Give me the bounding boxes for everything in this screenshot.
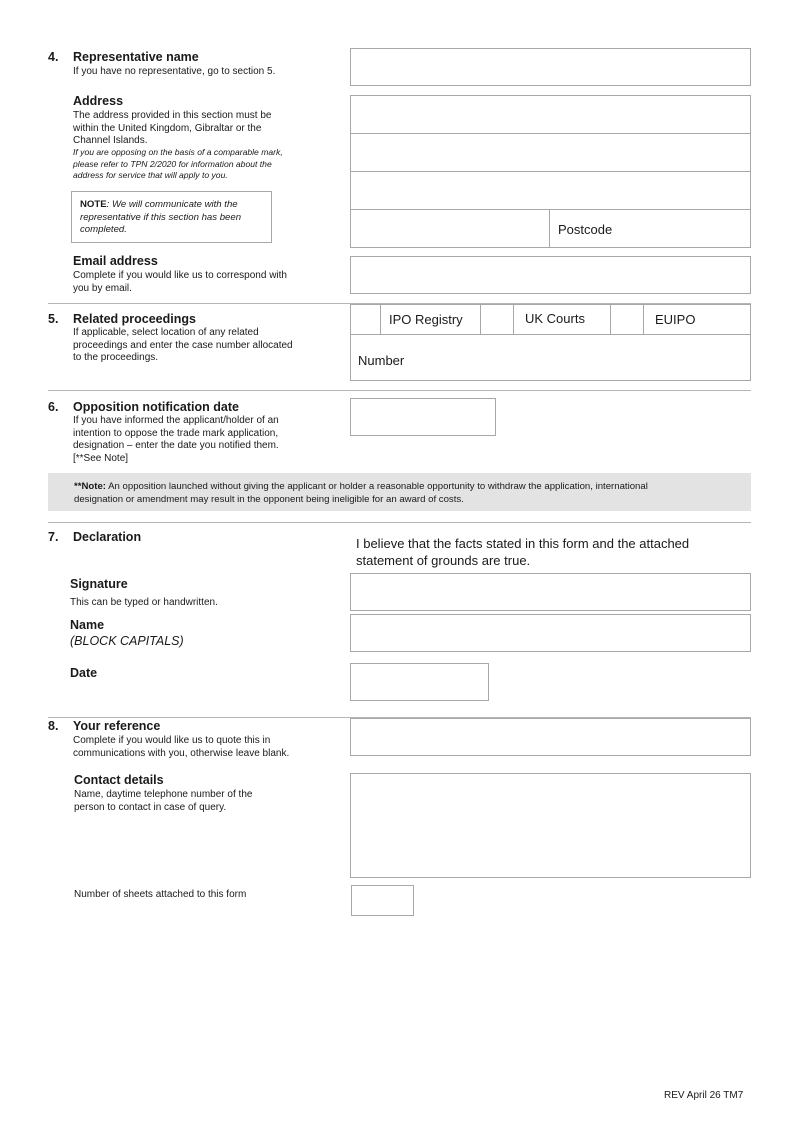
section-5-number: 5. — [48, 312, 59, 326]
address-line-2-input[interactable] — [351, 134, 750, 171]
costs-note-line-1: An opposition launched without giving the applicant or holder a reasonable opportunity to withdraw the application, international — [105, 481, 648, 492]
section-6-divider — [48, 390, 751, 391]
section-4-number: 4. — [48, 50, 59, 64]
section-4-title: Representative name — [73, 50, 199, 64]
euipo-checkbox[interactable] — [611, 305, 644, 334]
contact-details-input[interactable] — [350, 773, 751, 878]
address-line-1-input[interactable] — [351, 96, 750, 133]
section-8-text: Complete if you would like us to quote this in communications with you, otherwise leave blank. — [73, 735, 290, 759]
costs-note-banner — [48, 473, 751, 511]
declaration-statement: I believe that the facts stated in this form and the attached statement of grounds are true. — [356, 536, 690, 568]
name-title: Name — [70, 618, 105, 632]
name-text: (BLOCK CAPITALS) — [70, 634, 184, 648]
section-6-number: 6. — [48, 400, 59, 414]
representative-name-input[interactable] — [350, 48, 751, 86]
section-6-text: If you have informed the applicant/holder of an intention to oppose the trade mark application, designation – enter the date you notified them. [**See Note] — [73, 415, 279, 464]
section-7-title: Declaration — [73, 530, 142, 544]
signature-title: Signature — [70, 577, 128, 591]
signature-input[interactable] — [350, 573, 751, 611]
note-label: NOTE — [80, 199, 107, 210]
costs-note-line-2: designation or amendment may result in the opponent being ineligible for an award of costs. — [74, 493, 464, 505]
sheets-label: Number of sheets attached to this form — [74, 889, 247, 900]
address-title: Address — [73, 94, 124, 108]
name-input[interactable] — [350, 614, 751, 652]
section-7-number: 7. — [48, 530, 59, 544]
case-number-input[interactable] — [410, 336, 750, 380]
your-reference-input[interactable] — [350, 718, 751, 756]
sheets-count-input[interactable] — [351, 885, 414, 916]
section-5-title: Related proceedings — [73, 312, 196, 326]
date-input[interactable] — [350, 663, 489, 701]
contact-text: Name, daytime telephone number of the person to contact in case of query. — [74, 789, 253, 813]
signature-text: This can be typed or handwritten. — [70, 597, 218, 608]
email-input[interactable] — [350, 256, 751, 294]
footer-revision: REV April 26 TM7 — [664, 1090, 744, 1101]
email-text: Complete if you would like us to correspond with you by email. — [73, 270, 287, 294]
postcode-label: Postcode — [558, 222, 613, 237]
section-8-number: 8. — [48, 719, 59, 733]
costs-note-label: **Note: — [74, 481, 106, 492]
email-title: Email address — [73, 254, 158, 268]
address-italic-note: If you are opposing on the basis of a comparable mark, please refer to TPN 2/2020 for information about the address for service that will apply to you. — [73, 147, 283, 180]
address-line-3-input[interactable] — [351, 172, 750, 209]
address-line-4-input[interactable] — [351, 210, 549, 247]
section-6-title: Opposition notification date — [73, 400, 239, 414]
note-text-1: : We will communicate with the — [106, 199, 238, 210]
case-number-label: Number — [358, 353, 405, 368]
ipo-registry-checkbox[interactable] — [351, 305, 381, 334]
note-text-3: completed. — [80, 224, 127, 235]
uk-courts-checkbox[interactable] — [481, 305, 514, 334]
section-7-divider — [48, 522, 751, 523]
date-title: Date — [70, 666, 98, 680]
section-5-text: If applicable, select location of any related proceedings and enter the case number allocated to the proceedings. — [73, 327, 293, 363]
contact-title: Contact details — [74, 773, 164, 787]
uk-courts-label: UK Courts — [525, 311, 585, 326]
note-text-2: representative if this section has been — [80, 211, 242, 223]
section-4-subtitle: If you have no representative, go to section 5. — [73, 66, 276, 77]
notification-date-input[interactable] — [350, 398, 496, 436]
section-8-title: Your reference — [73, 719, 161, 733]
euipo-label: EUIPO — [655, 312, 696, 327]
note-box — [71, 191, 272, 243]
ipo-registry-label: IPO Registry — [389, 312, 463, 327]
address-text: The address provided in this section must be within the United Kingdom, Gibraltar or the Channel Islands. — [73, 110, 272, 146]
